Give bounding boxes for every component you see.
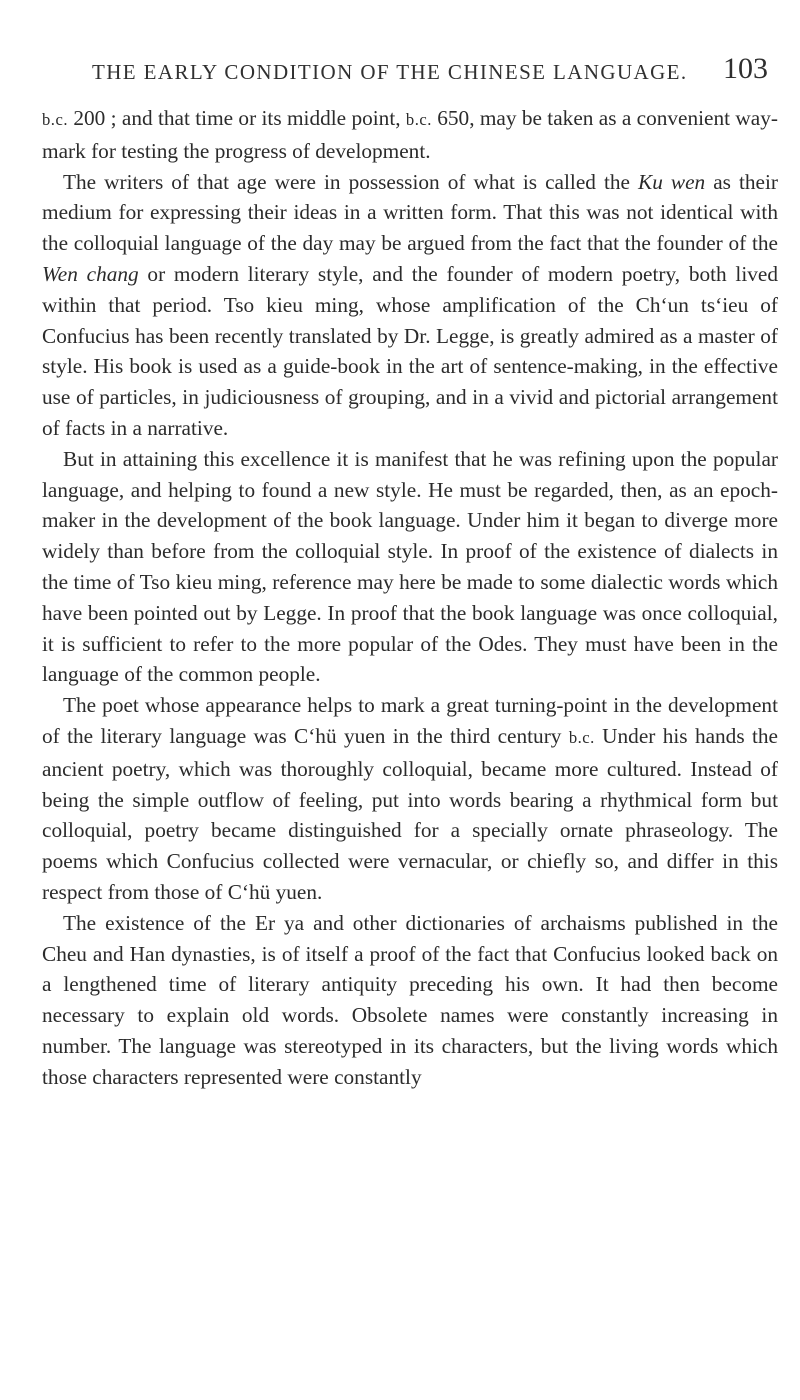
text-run: The poet whose appearance helps to mark a great turning-point in the development of the literary language was C‘hü yuen in the third century: [42, 693, 778, 748]
page-number: 103: [723, 52, 768, 85]
text-run: 650, may be taken as a convenient way-mark for testing the progress of development.: [42, 106, 778, 163]
italic-term: Ku wen: [638, 169, 706, 194]
era-abbreviation: b.c.: [405, 110, 432, 129]
text-run: 200 ; and that time or its middle point,: [67, 106, 406, 130]
italic-term: Wen chang: [42, 261, 139, 286]
running-title: THE EARLY CONDITION OF THE CHINESE LANGUAGE.: [92, 60, 688, 84]
era-abbreviation: b.c.: [568, 727, 595, 747]
text-run: But in attaining this excellence it is manifest that he was refining upon the popular language, and helping to found a new style. He must be regarded, then, as an epoch-maker in the development of the book language. Under him it began to diverge more widely than before from the colloquial style. In proof of the existence of dialects in the time of Tso kieu ming, reference may here be made to some dialectic words which have been pointed out by Legge. In proof that the book language was once colloquial, it is sufficient to refer to the more popular of the Odes. They must have been in the language of the common people.: [42, 446, 778, 687]
text-run: The writers of that age were in possession of what is called the: [63, 169, 639, 194]
era-abbreviation: b.c.: [42, 110, 68, 129]
paragraph: [42, 908, 778, 1093]
text-run: The existence of the Er ya and other dictionaries of archaisms published in the Cheu and Han dynasties, is of itself a proof of the fact that Confucius looked back on a lengthened time of literary antiquity preceding his own. It had then become necessary to explain old words. Obsolete names were constantly increasing in number. The language was stereotyped in its characters, but the living words which those characters represented were constantly: [42, 910, 778, 1089]
running-header: [62, 46, 768, 94]
paragraph: [42, 444, 778, 690]
text-run: as their medium for expressing their ideas in a written form. That this was not identical with the colloquial language of the day may be argued from the fact that the founder of the: [42, 169, 778, 256]
text-run: or modern literary style, and the founder of modern poetry, both lived within that period. Tso kieu ming, whose amplification of the Ch‘un ts‘ieu of Confucius has been recently translated by Dr. Legge, is greatly admired as a master of style. His book is used as a guide-book in the art of sentence-making, in the effective use of particles, in judiciousness of grouping, and in a vivid and pictorial arrangement of facts in a narrative.: [42, 261, 778, 440]
body-text: [42, 103, 778, 1363]
paragraph: [42, 690, 778, 908]
paragraph: [42, 167, 778, 444]
text-run: Under his hands the ancient poetry, which was thoroughly colloquial, became more cultured. Instead of being the simple outflow of feeling, put into words bearing a rhythmical form but colloquial, poetry became distinguished for a specially ornate phraseology. The poems which Confucius collected were vernacular, or chiefly so, and differ in this respect from those of C‘hü yuen.: [42, 723, 778, 904]
paragraph: [42, 103, 778, 167]
